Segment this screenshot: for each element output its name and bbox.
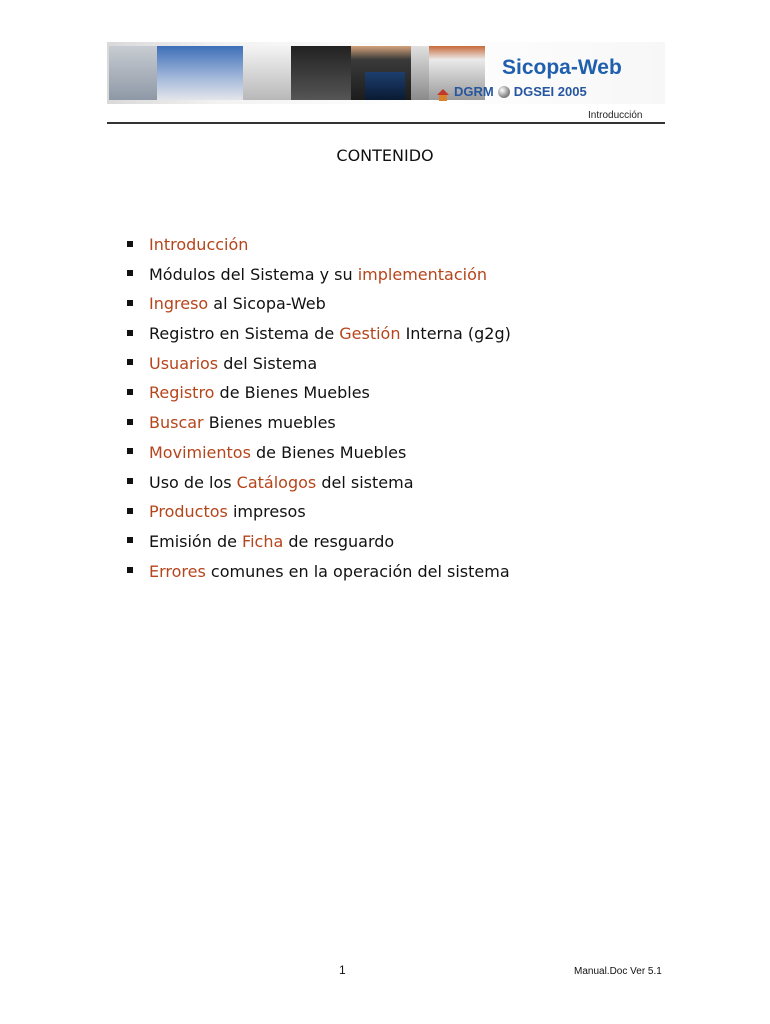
toc-item xyxy=(127,497,511,527)
office-photo xyxy=(157,46,243,100)
bullet-icon xyxy=(127,300,133,306)
office-photo xyxy=(291,46,351,100)
bullet-icon xyxy=(127,389,133,395)
toc-text-post: de Bienes Muebles xyxy=(214,383,370,403)
toc-text-pre: Módulos del Sistema y su xyxy=(149,264,358,284)
toc-text-post: Interna (g2g) xyxy=(400,324,511,344)
toc-item xyxy=(127,438,511,468)
house-icon xyxy=(437,89,449,95)
toc-item xyxy=(127,557,511,587)
toc-link-productos[interactable]: Productos xyxy=(149,502,228,522)
toc-text-pre: Uso de los xyxy=(149,472,237,492)
toc-item xyxy=(127,319,511,349)
toc-text-post: del sistema xyxy=(316,472,414,492)
toc-link-usuarios[interactable]: Usuarios xyxy=(149,353,219,373)
page-title: CONTENIDO xyxy=(336,146,434,165)
office-photo xyxy=(109,46,157,100)
toc-link-gestion[interactable]: Gestión xyxy=(339,324,401,344)
toc-link-movimientos[interactable]: Movimientos xyxy=(149,442,251,462)
bullet-icon xyxy=(127,241,133,247)
toc-text-pre: Emisión de xyxy=(149,531,243,551)
header-divider xyxy=(107,122,665,124)
brand-title: Sicopa-Web xyxy=(502,56,622,79)
toc-item xyxy=(127,289,511,319)
toc-item xyxy=(127,527,511,557)
bullet-icon xyxy=(127,478,133,484)
toc-link-buscar[interactable]: Buscar xyxy=(149,413,204,433)
bullet-icon xyxy=(127,330,133,336)
bullet-icon xyxy=(127,270,133,276)
toc-item xyxy=(127,349,511,379)
brand-subtitle xyxy=(437,84,587,99)
bullet-icon xyxy=(127,567,133,573)
toc-text-post: del Sistema xyxy=(218,353,318,373)
office-photo xyxy=(243,46,291,100)
toc-link-introduccion[interactable]: Introducción xyxy=(149,235,249,254)
bullet-icon xyxy=(127,419,133,425)
bullet-icon xyxy=(127,537,133,543)
brand-dgrm: DGRM xyxy=(454,84,494,99)
toc-text-post: Bienes muebles xyxy=(203,413,336,433)
toc-text-post: impresos xyxy=(227,502,306,522)
toc-item xyxy=(127,230,511,260)
toc-link-ingreso[interactable]: Ingreso xyxy=(149,294,209,314)
header-banner xyxy=(107,42,665,104)
toc-item xyxy=(127,260,511,290)
toc-text-post: de Bienes Muebles xyxy=(250,442,407,462)
toc-text-post: comunes en la operación del sistema xyxy=(205,561,510,581)
globe-icon xyxy=(498,86,510,98)
document-version: Manual.Doc Ver 5.1 xyxy=(574,966,662,977)
toc-link-catalogos[interactable]: Catálogos xyxy=(236,472,317,492)
office-photo xyxy=(365,72,405,100)
table-of-contents xyxy=(127,230,511,586)
bullet-icon xyxy=(127,508,133,514)
toc-text-post: al Sicopa-Web xyxy=(208,294,326,314)
toc-text-pre: Registro en Sistema de xyxy=(149,324,340,344)
toc-link-ficha[interactable]: Ficha xyxy=(242,531,284,551)
bullet-icon xyxy=(127,448,133,454)
toc-text-post: de resguardo xyxy=(283,531,395,551)
toc-link-errores[interactable]: Errores xyxy=(149,561,206,581)
toc-item xyxy=(127,468,511,498)
toc-link-implementacion[interactable]: implementación xyxy=(357,264,488,284)
section-label: Introducción xyxy=(588,110,643,121)
bullet-icon xyxy=(127,359,133,365)
brand-dgsei: DGSEI 2005 xyxy=(513,84,587,99)
toc-item xyxy=(127,378,511,408)
toc-link-registro[interactable]: Registro xyxy=(149,383,215,403)
page-number: 1 xyxy=(339,963,346,977)
toc-item xyxy=(127,408,511,438)
